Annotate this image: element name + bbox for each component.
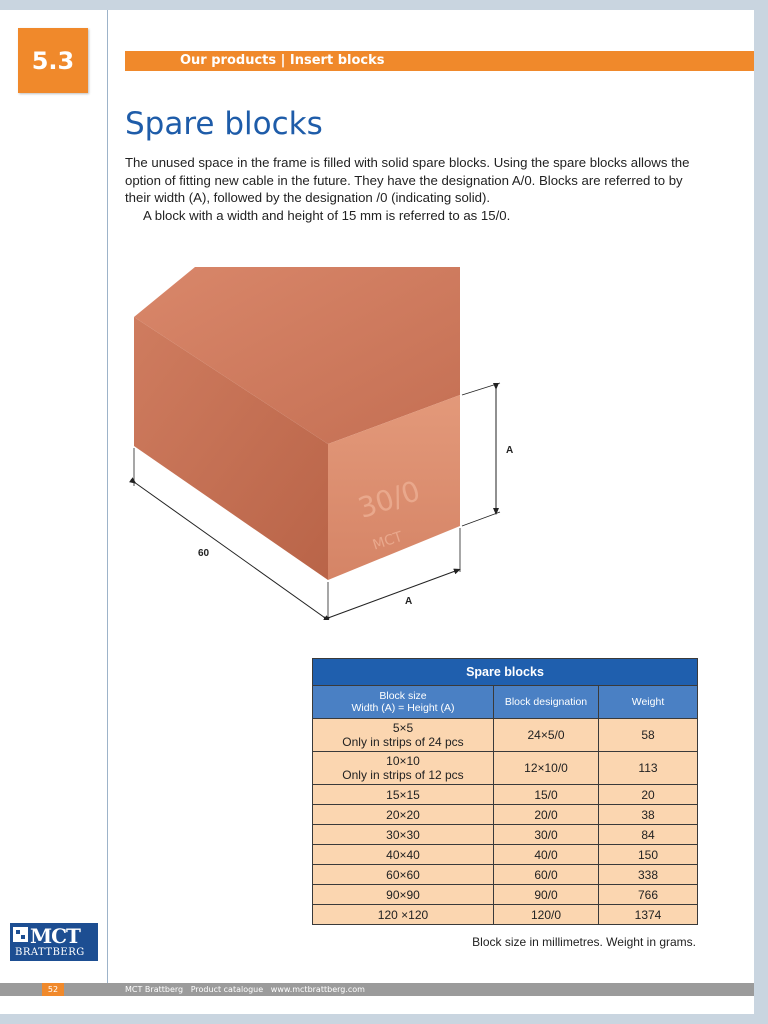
block-embossed-brand: MCT xyxy=(370,528,405,554)
cell-weight: 20 xyxy=(599,785,698,805)
table-row xyxy=(313,719,698,752)
cell-weight: 113 xyxy=(599,752,698,785)
header-bar xyxy=(125,51,754,71)
spare-block-illustration xyxy=(120,250,520,620)
table-row xyxy=(313,752,698,785)
cell-block-size xyxy=(313,805,494,825)
page-title: Spare blocks xyxy=(125,106,323,142)
cell-block-size xyxy=(313,752,494,785)
cell-designation: 40/0 xyxy=(494,845,599,865)
intro-text xyxy=(125,154,705,224)
block-size-value: 30×30 xyxy=(386,827,420,842)
table-row xyxy=(313,785,698,805)
footer-text: MCT Brattberg Product catalogue www.mctbrattberg.com xyxy=(125,985,365,994)
block-size-value: 120 ×120 xyxy=(377,907,429,922)
block-size-note: Only in strips of 24 pcs xyxy=(342,735,464,749)
block-size-value: 90×90 xyxy=(386,887,420,902)
table-row xyxy=(313,805,698,825)
table-row xyxy=(313,825,698,845)
table-row xyxy=(313,845,698,865)
margin-rule xyxy=(107,10,108,985)
cell-designation: 20/0 xyxy=(494,805,599,825)
col-header-weight: Weight xyxy=(599,686,698,719)
cell-designation: 24×5/0 xyxy=(494,719,599,752)
cell-weight: 766 xyxy=(599,885,698,905)
table-body xyxy=(313,719,698,925)
table-row xyxy=(313,865,698,885)
cell-block-size xyxy=(313,885,494,905)
cell-weight: 150 xyxy=(599,845,698,865)
dimension-length-label: 60 xyxy=(198,548,210,559)
cell-designation: 30/0 xyxy=(494,825,599,845)
cell-weight: 38 xyxy=(599,805,698,825)
cell-block-size xyxy=(313,905,494,925)
table-row xyxy=(313,905,698,925)
cell-designation: 90/0 xyxy=(494,885,599,905)
table-note: Block size in millimetres. Weight in grams. xyxy=(472,935,696,949)
page-number: 52 xyxy=(42,983,64,996)
col-header-block-size: Block size Width (A) = Height (A) xyxy=(313,686,494,719)
cell-weight: 1374 xyxy=(599,905,698,925)
block-embossed-code: 30/0 xyxy=(354,474,425,525)
block-size-value: 10×10 xyxy=(386,754,420,768)
cell-designation: 120/0 xyxy=(494,905,599,925)
table-caption: Spare blocks xyxy=(313,659,698,686)
cell-designation: 60/0 xyxy=(494,865,599,885)
cell-weight: 58 xyxy=(599,719,698,752)
breadcrumb: Our products | Insert blocks xyxy=(180,53,385,68)
logo-mark-icon xyxy=(13,927,28,942)
spare-blocks-table xyxy=(312,658,698,925)
intro-paragraph-1: The unused space in the frame is filled with solid spare blocks. Using the spare blocks allows the option of fitting new cable in the future. They have the designation A/0. Blocks are referred to by their width (A), followed by the designation /0 (indicating solid). xyxy=(125,155,690,205)
block-size-value: 60×60 xyxy=(386,867,420,882)
cell-block-size xyxy=(313,845,494,865)
block-size-note: Only in strips of 12 pcs xyxy=(342,768,464,782)
cell-weight: 338 xyxy=(599,865,698,885)
cell-block-size xyxy=(313,825,494,845)
cell-block-size xyxy=(313,785,494,805)
cell-weight: 84 xyxy=(599,825,698,845)
company-logo xyxy=(10,923,98,961)
footer-bar xyxy=(0,983,754,996)
cell-designation: 12×10/0 xyxy=(494,752,599,785)
col-header-designation: Block designation xyxy=(494,686,599,719)
logo-mct: MCT xyxy=(30,924,80,948)
block-size-value: 40×40 xyxy=(386,847,420,862)
section-number: 5.3 xyxy=(18,28,88,93)
dimension-height-label: A xyxy=(506,445,514,456)
cell-designation: 15/0 xyxy=(494,785,599,805)
dimension-width-label: A xyxy=(405,596,413,607)
block-size-value: 20×20 xyxy=(386,807,420,822)
logo-brattberg: BRATTBERG xyxy=(15,947,85,958)
block-size-value: 15×15 xyxy=(386,787,420,802)
table-row xyxy=(313,885,698,905)
intro-paragraph-2: A block with a width and height of 15 mm is referred to as 15/0. xyxy=(143,207,511,223)
cell-block-size xyxy=(313,719,494,752)
catalogue-page xyxy=(0,10,754,1014)
block-size-value: 5×5 xyxy=(392,721,414,735)
cell-block-size xyxy=(313,865,494,885)
